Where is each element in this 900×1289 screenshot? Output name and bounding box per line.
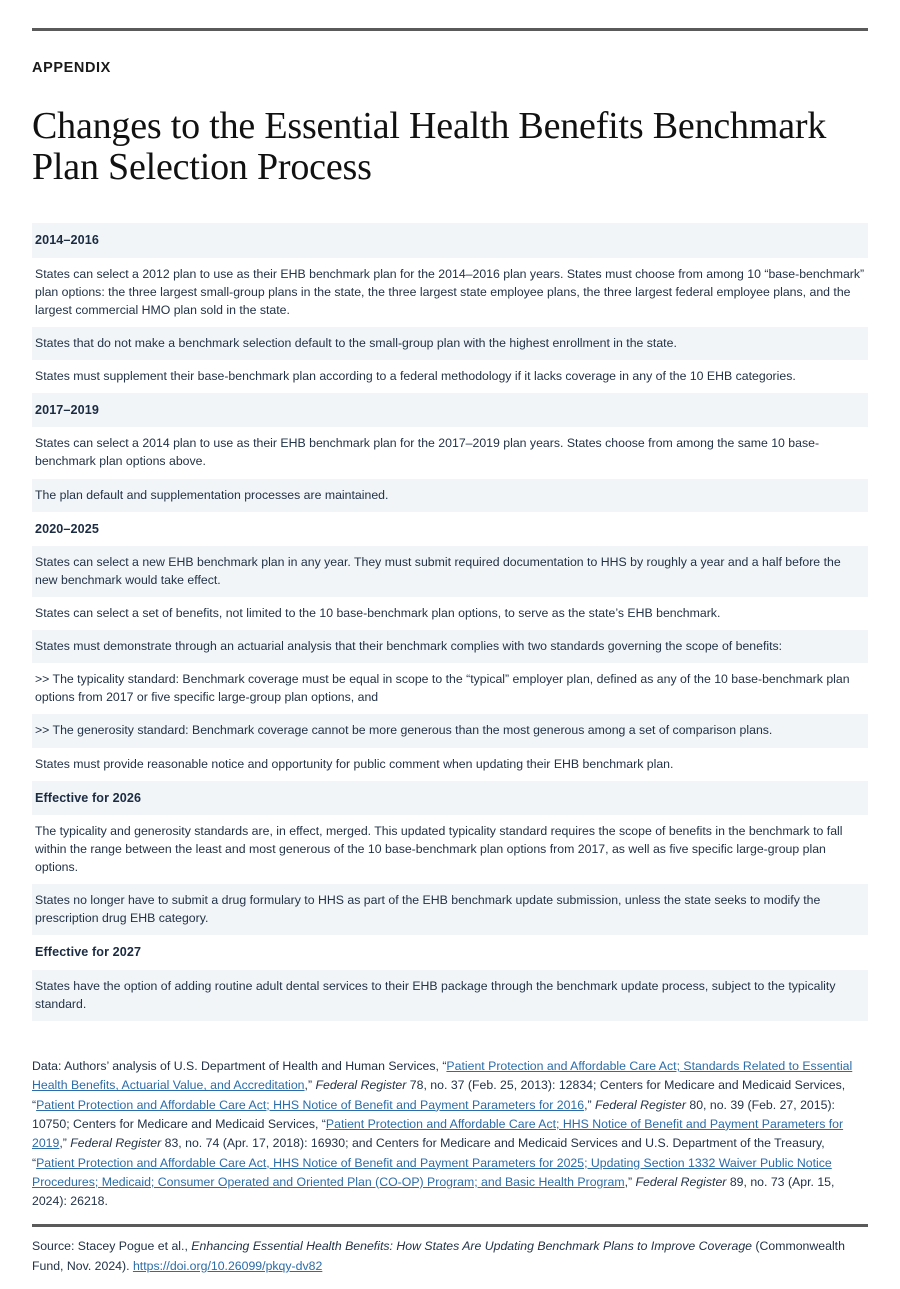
table-row (32, 815, 868, 884)
table-row-text: States that do not make a benchmark selection default to the small-group plan with the highest enrollment in the state. (35, 335, 677, 350)
journal-name-2: Federal Register (595, 1097, 686, 1112)
table-section-header (32, 781, 868, 816)
data-note-seg4: 83, no. 74 (Apr. 17, 2018): 16930; and Centers for Medicare and Medicaid Services and U.S. Department of the Treasury, “ (32, 1136, 825, 1170)
table-row-text: States have the option of adding routine adult dental services to their EHB package through the benchmark update process, subject to the typicality standard. (35, 978, 836, 1011)
top-rule (32, 28, 868, 31)
data-note-seg3-close: ,” (59, 1136, 71, 1151)
table-row (32, 884, 868, 935)
table-row (32, 360, 868, 393)
journal-name-4: Federal Register (635, 1174, 727, 1189)
table-row-text: States must provide reasonable notice and opportunity for public comment when updating their EHB benchmark plan. (35, 756, 674, 771)
table-row (32, 479, 868, 512)
table-row-text: States can select a 2012 plan to use as their EHB benchmark plan for the 2014–2016 plan years. States must choose from among 10 “base-benchmark” plan options: the three largest small-group plans in the state, the three largest state employee plans, the three largest federal employee plans, and the largest commercial HMO plan sold in the state. (35, 266, 865, 317)
table-row-text: States must demonstrate through an actuarial analysis that their benchmark complies with two standards governing the scope of benefits: (35, 639, 783, 654)
table-row (32, 630, 868, 663)
bottom-rule (32, 1224, 868, 1227)
table-row (32, 327, 868, 360)
doi-link[interactable]: https://doi.org/10.26099/pkqy-dv82 (132, 1258, 323, 1273)
table-row-text: States no longer have to submit a drug formulary to HHS as part of the EHB benchmark update submission, unless the state seeks to modify the prescription drug EHB category. (35, 893, 821, 926)
table-row (32, 546, 868, 597)
table-row-text: States can select a new EHB benchmark plan in any year. They must submit required documentation to HHS by roughly a year and a half before the new benchmark would take effect. (35, 555, 841, 588)
notes-section (32, 1057, 868, 1276)
reference-link-1[interactable]: Patient Protection and Affordable Care Act; Standards Related to Essential Health Benefits, Actuarial Value, and Accreditation (32, 1059, 853, 1093)
table-row-text: The typicality and generosity standards are, in effect, merged. This updated typicality standard requires the scope of benefits in the benchmark to fall within the range between the least and most generous of the 10 base-benchmark plan options from 2017, as well as five specific large-group plan options. (35, 824, 843, 875)
section-header-label: 2014–2016 (35, 233, 99, 248)
data-note-seg2: 78, no. 37 (Feb. 25, 2013): 12834; Centers for Medicare and Medicaid Services, “ (32, 1078, 846, 1112)
section-header-label: 2020–2025 (35, 521, 99, 536)
section-header-label: Effective for 2026 (35, 790, 142, 805)
table-row-text: The plan default and supplementation processes are maintained. (35, 487, 389, 502)
table-row (32, 970, 868, 1021)
reference-link-3[interactable]: Patient Protection and Affordable Care Act; HHS Notice of Benefit and Payment Parameters for 2019 (32, 1116, 844, 1151)
journal-name-1: Federal Register (315, 1078, 407, 1093)
data-note-lead: Data: Authors’ analysis of U.S. Department of Health and Human Services, “ (32, 1059, 447, 1074)
appendix-kicker: APPENDIX (32, 60, 111, 76)
table-row (32, 714, 868, 747)
table-row (32, 258, 868, 327)
section-header-label: 2017–2019 (35, 402, 99, 417)
page-title: Changes to the Essential Health Benefits Benchmark Plan Selection Process (32, 104, 827, 189)
journal-name-3: Federal Register (70, 1136, 162, 1151)
table-row (32, 427, 868, 478)
data-note-seg1-close: ,” (304, 1078, 316, 1093)
benchmark-changes-table (32, 223, 868, 1021)
source-note-lead: Source: Stacey Pogue et al., (32, 1239, 192, 1254)
data-note-seg3: 80, no. 39 (Feb. 27, 2015): 10750; Centers for Medicare and Medicaid Services, “ (32, 1097, 835, 1131)
section-header-label: Effective for 2027 (35, 945, 142, 960)
table-row-text: States can select a 2014 plan to use as their EHB benchmark plan for the 2017–2019 plan years. States choose from among the same 10 base-benchmark plan options above. (35, 436, 820, 469)
table-row (32, 663, 868, 714)
reference-link-2[interactable]: Patient Protection and Affordable Care Act; HHS Notice of Benefit and Payment Parameters for 2016 (36, 1097, 585, 1112)
appendix-page (0, 28, 900, 1289)
table-section-header (32, 512, 868, 547)
table-row-text: States must supplement their base-benchmark plan according to a federal methodology if it lacks coverage in any of the 10 EHB categories. (35, 368, 796, 383)
data-note-seg2-close: ,” (584, 1097, 596, 1112)
source-publication-title: Enhancing Essential Health Benefits: How States Are Updating Benchmark Plans to Improve Coverage (191, 1239, 752, 1254)
table-row (32, 597, 868, 630)
table-section-header (32, 223, 868, 258)
data-note-seg4-close: ,” (624, 1174, 636, 1189)
table-row-text: >> The typicality standard: Benchmark coverage must be equal in scope to the “typical” employer plan, defined as any of the 10 base-benchmark plan options from 2017 or five specific large-group plan options, and (35, 672, 850, 705)
data-note-seg5: 89, no. 73 (Apr. 15, 2024): 26218. (32, 1174, 835, 1209)
source-note-middle: (Commonwealth Fund, Nov. 2024). (32, 1239, 845, 1273)
table-row-text: >> The generosity standard: Benchmark coverage cannot be more generous than the most generous among a set of comparison plans. (35, 723, 773, 738)
source-note (32, 1237, 868, 1276)
table-row (32, 748, 868, 781)
reference-link-4[interactable]: Patient Protection and Affordable Care Act, HHS Notice of Benefit and Payment Parameters for 2025; Updating Section 1332 Waiver Public Notice Procedures; Medicaid; Consumer Operated and Oriented Plan (CO-OP) Program; and Basic Health Program (32, 1155, 832, 1189)
table-section-header (32, 393, 868, 428)
table-row-text: States can select a set of benefits, not limited to the 10 base-benchmark plan options, to serve as the state’s EHB benchmark. (35, 606, 721, 621)
table-section-header (32, 935, 868, 970)
data-note (32, 1057, 868, 1211)
